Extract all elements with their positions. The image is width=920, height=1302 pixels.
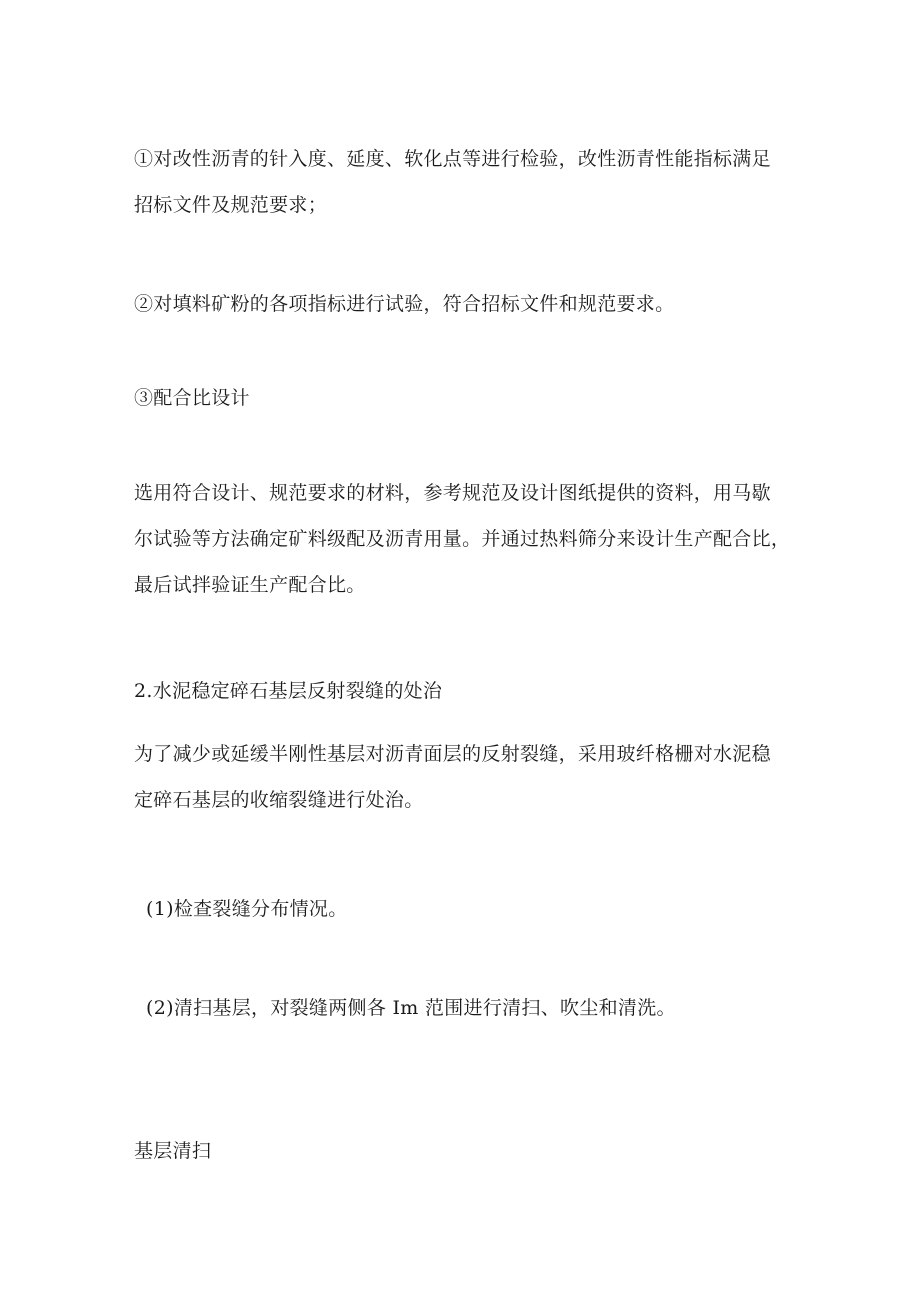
text-line: ③配合比设计	[134, 387, 250, 409]
text-line: 招标文件及规范要求；	[134, 194, 328, 216]
text-line: 为了减少或延缓半刚性基层对沥青面层的反射裂缝，采用玻纤格栅对水泥稳	[134, 743, 771, 765]
text-line: (1)检查裂缝分布情况。	[146, 898, 348, 920]
list-item-check-cracks	[146, 886, 806, 932]
paragraph-asphalt-inspection	[134, 136, 794, 228]
section-heading-crack-treatment	[134, 668, 794, 714]
paragraph-mix-design-heading	[134, 375, 794, 421]
text-line: ②对填料矿粉的各项指标进行试验，符合招标文件和规范要求。	[134, 293, 675, 315]
text-line: ①对改性沥青的针入度、延度、软化点等进行检验，改性沥青性能指标满足	[134, 148, 771, 170]
text-line: 尔试验等方法确定矿料级配及沥青用量。并通过热料筛分来设计生产配合比，	[134, 528, 791, 550]
paragraph-mix-design-body	[134, 470, 794, 608]
text-line: 2.水泥稳定碎石基层反射裂缝的处治	[134, 680, 443, 702]
text-line: (2)清扫基层，对裂缝两侧各 Im 范围进行清扫、吹尘和清洗。	[146, 997, 676, 1019]
text-line: 选用符合设计、规范要求的材料，参考规范及设计图纸提供的资料，用马歇	[134, 482, 771, 504]
text-line: 基层清扫	[134, 1140, 212, 1162]
paragraph-base-cleaning	[134, 1128, 794, 1174]
list-item-clean-base	[146, 985, 806, 1031]
text-line: 最后试拌验证生产配合比。	[134, 574, 366, 596]
paragraph-crack-treatment-intro	[134, 731, 794, 823]
paragraph-filler-test	[134, 281, 794, 327]
text-line: 定碎石基层的收缩裂缝进行处治。	[134, 789, 424, 811]
